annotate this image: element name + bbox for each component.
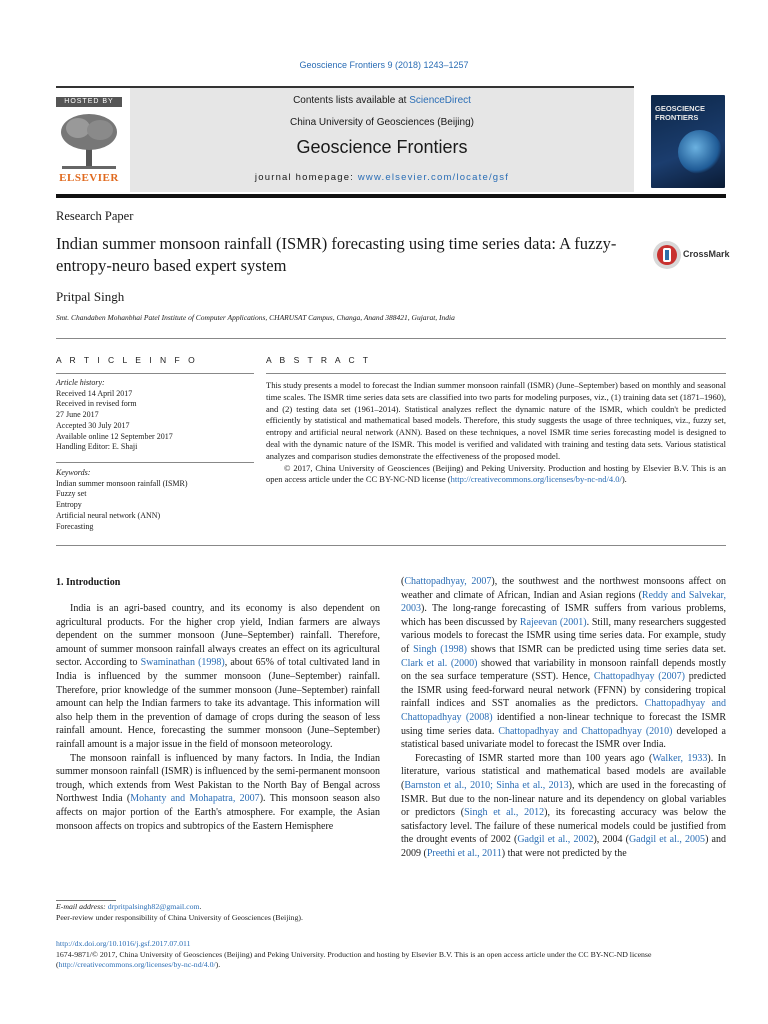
bottom-info xyxy=(56,939,726,971)
keyword-item: Forecasting xyxy=(56,521,94,531)
peer-review-note: Peer-review under responsibility of China University of Geosciences (Beijing). xyxy=(56,912,303,922)
contents-line xyxy=(130,95,634,106)
citation-link[interactable]: Gadgil et al., 2002 xyxy=(517,834,594,846)
text-run: ( xyxy=(401,576,405,587)
journal-name: Geoscience Frontiers xyxy=(296,137,468,157)
issn-text: 1674-9871/© 2017, China University of Geosciences (Beijing) and Peking University. Production and hosting by Elsevier B.V. This is an open access article under the CC BY-NC-ND license ( xyxy=(56,949,652,969)
email-link[interactable]: drpritpalsingh82@gmail.com xyxy=(107,902,200,911)
citation-link[interactable]: Chattopadhyay, 2007 xyxy=(404,576,492,587)
text-run: ). This monsoon season also affects on major portion of the Earth's atmosphere. For example, the Asian monsoon affects on tropics and subtropics of the Eastern Hemisphere xyxy=(56,793,380,832)
sciencedirect-link[interactable]: ScienceDirect xyxy=(409,95,471,106)
history-item: Received 14 April 2017 xyxy=(56,388,133,398)
intro-heading: 1. Introduction xyxy=(56,577,121,588)
citation-link[interactable]: Barnston et al., 2010; Sinha et al., 2013 xyxy=(404,779,569,791)
copyright-text: © 2017, China University of Geosciences (Beijing) and Peking University. Production and hosting by Elsevier B.V. This is an open access article under the CC BY-NC-ND license ( xyxy=(266,462,726,485)
abstract-body xyxy=(266,380,726,486)
issn-license-link[interactable]: http://creativecommons.org/licenses/by-nc-nd/4.0/ xyxy=(58,960,216,969)
citation-link[interactable]: Preethi et al., 2011 xyxy=(426,847,502,859)
abstract-copyright xyxy=(266,463,726,487)
crossmark-icon xyxy=(652,240,682,270)
email-footnote xyxy=(56,902,386,913)
homepage-prefix: journal homepage: xyxy=(254,172,358,183)
text-run: , about 65% of total cultivated land in India is influenced by the summer monsoon (June–September) rainfall. Therefore, prior knowledge of the summer monsoon (June–September) rainfall amount can help the Indian farmers to take its advantage. This information will also help them in the prevention of damage of crops during the season of less rainfall amount. Hence, forecasting the summer monsoon (June–September) rainfall amount is a major issue in the field of monsoon meteorology. xyxy=(56,657,381,750)
text-run: developed a statistical based univariate model to forecast the ISMR over India. xyxy=(401,725,726,751)
institution-name: China University of Geosciences (Beijing) xyxy=(290,117,474,128)
history-item: 27 June 2017 xyxy=(56,410,99,420)
keyword-item: Indian summer monsoon rainfall (ISMR) xyxy=(56,478,188,488)
journal-homepage xyxy=(130,172,634,183)
text-run: India is an agri-based country, and its economy is also dependent on agricultural products. For the higher crop yield, Indian farmers are always dependent on the summer monsoon (June–September) rainfall. Therefore, amount of summer monsoon rainfall always creates an effect on its agricultural sector. According to xyxy=(56,603,380,669)
citation-link[interactable]: Chattopadhyay and Chattopadhyay (2010) xyxy=(498,725,673,737)
text-run: ) that were not predicted by the xyxy=(501,847,627,859)
right-column xyxy=(401,575,726,860)
author-affiliation: Smt. Chandaben Mohanbhai Patel Institute of Computer Applications, CHARUSAT Campus, Changa, Anand 388421, Gujarat, India xyxy=(56,313,455,322)
citation-link[interactable]: Walker, 1933 xyxy=(652,752,708,764)
keyword-item: Fuzzy set xyxy=(56,489,87,499)
text-run: ), its forecasting accuracy was below the satisfactory level. The failure of these numerical models could be justified from the drought events of 2002 ( xyxy=(401,807,726,846)
section-rule-bottom xyxy=(56,545,726,546)
article-info-heading: A R T I C L E I N F O xyxy=(56,355,198,365)
left-column xyxy=(56,602,380,833)
abstract-rule xyxy=(266,373,726,374)
keywords-rule xyxy=(56,462,254,463)
email-label: E-mail address: xyxy=(56,902,108,911)
text-run: showed that variability in monsoon rainfall depends mostly on the sea surface temperature (SST). Hence, xyxy=(401,657,726,683)
keywords-label: Keywords: xyxy=(56,468,91,477)
citation-link[interactable]: Gadgil et al., 2005 xyxy=(628,834,706,846)
history-item: Received in revised form xyxy=(56,399,137,409)
abstract-text: This study presents a model to forecast the Indian summer monsoon rainfall (ISMR) (June–September) based on monthly and seasonal time scales. The ISMR time series data sets are classified into two parts for modeling purposes, viz., (1) training data set (1871–1960), and (2) testing data set (1961–2014). Statistical analyzes reflect the dynamic nature of the ISMR, which couldn't be predicted efficiently by statistical and mathematical based models. Therefore, this study suggests the usage of three techniques, viz., fuzzy set, entropy and artificial neural network (ANN). Based on these techniques, a novel ISMR time series forecasting model is designed to deal with the dynamic nature of the ISMR. This model is verified and validated with training and testing data sets. Various statistical analyzes and comparison studies demonstrate the effectiveness of the proposed model. xyxy=(266,380,726,461)
section-rule-top xyxy=(56,338,726,339)
article-type: Research Paper xyxy=(56,209,134,223)
text-run: ), 2004 ( xyxy=(593,834,629,846)
keyword-item: Artificial neural network (ANN) xyxy=(56,510,161,520)
citation-link[interactable]: Rajeevan (2001) xyxy=(519,616,587,628)
crossmark-label: CrossMark xyxy=(683,249,730,259)
citation-link[interactable]: Chattopadhyay (2007) xyxy=(593,671,685,683)
copyright-end: ). xyxy=(621,474,627,485)
citation-link[interactable]: Mohanty and Mohapatra, 2007 xyxy=(130,793,260,805)
text-run: predicted the ISMR using feed-forward neural network (FFNN) by considering tropical rainfall indices and SST anomalies as the predictors. xyxy=(401,671,727,710)
citation-link[interactable]: Singh (1998) xyxy=(413,643,467,655)
author-name: Pritpal Singh xyxy=(56,289,125,304)
footnote-block xyxy=(56,902,386,923)
text-run: ), which are used in the forecasting of ISMR. But due to the non-linear nature and its dependency on global variables or predictors ( xyxy=(401,779,726,819)
history-item: Accepted 30 July 2017 xyxy=(56,420,130,430)
license-link[interactable]: http://creativecommons.org/licenses/by-nc-nd/4.0/ xyxy=(450,474,622,485)
citation-link[interactable]: Reddy and Salvekar, 2003 xyxy=(401,589,726,615)
intro-paragraph xyxy=(401,575,726,752)
article-title: Indian summer monsoon rainfall (ISMR) forecasting using time series data: A fuzzy-entropy-neuro based expert system xyxy=(56,234,617,275)
doi-link[interactable]: http://dx.doi.org/10.1016/j.gsf.2017.07.011 xyxy=(56,939,191,948)
homepage-link[interactable]: www.elsevier.com/locate/gsf xyxy=(357,172,510,183)
intro-paragraph xyxy=(56,602,380,752)
text-run: Forecasting of ISMR started more than 100 years ago ( xyxy=(415,752,653,764)
keywords-list xyxy=(56,468,254,532)
citation-link[interactable]: Chattopadhyay and Chattopadhyay (2008) xyxy=(401,698,727,723)
header-bottom-rule xyxy=(56,194,726,198)
text-run: ). The long-range forecasting of ISMR suffers from various problems, which has been discussed by xyxy=(401,603,726,628)
keyword-item: Entropy xyxy=(56,500,82,510)
history-item: Handling Editor: E. Shaji xyxy=(56,442,138,452)
issn-end: ). xyxy=(215,960,221,969)
footnote-rule xyxy=(56,900,116,901)
intro-paragraph xyxy=(401,752,726,861)
text-run: ). In literature, various statistical and mathematical based models are available ( xyxy=(401,752,726,791)
citation-link[interactable]: Swaminathan (1998) xyxy=(140,657,225,669)
text-run: ), the southwest and the northwest monsoons affect on weather and climate of African, Indian and Asian regions ( xyxy=(401,576,726,601)
journal-citation-link[interactable]: Geoscience Frontiers 9 (2018) 1243–1257 xyxy=(299,60,469,70)
text-run: identified a non-linear technique to forecast the ISMR using time series data. xyxy=(401,711,727,737)
text-run: shows that ISMR can be predicted using time series data set. xyxy=(466,643,727,655)
elsevier-logo-text: ELSEVIER xyxy=(59,172,119,184)
email-end: . xyxy=(199,902,202,911)
elsevier-tree-logo xyxy=(56,110,122,172)
citation-link[interactable]: Clark et al. (2000) xyxy=(401,657,478,669)
history-label: Article history: xyxy=(56,378,105,387)
history-item: Available online 12 September 2017 xyxy=(56,431,173,441)
text-run: The monsoon rainfall is influenced by many factors. In India, the Indian summer monsoon rainfall (ISMR) is influenced by the semi-permanent monsoon trough, which extends from West Pakistan to the North Bay of Bengal across Northwest India ( xyxy=(56,752,380,805)
cover-title: GEOSCIENCE FRONTIERS xyxy=(655,104,706,122)
contents-prefix: Contents lists available at xyxy=(293,95,410,106)
article-history xyxy=(56,378,254,453)
text-run: ) and 2009 ( xyxy=(401,834,726,859)
crossmark-badge[interactable] xyxy=(652,240,732,270)
hosted-by-label: HOSTED BY xyxy=(56,97,122,107)
citation-link[interactable]: Singh et al., 2012 xyxy=(464,807,545,819)
intro-paragraph xyxy=(56,752,380,834)
cover-graphic xyxy=(678,130,722,174)
article-info-rule xyxy=(56,373,254,374)
abstract-heading: A B S T R A C T xyxy=(266,355,372,365)
text-run: . Still, many researchers suggested various models to forecast the ISMR using time series data. For example, study of xyxy=(401,616,726,655)
issn-license xyxy=(56,950,726,971)
